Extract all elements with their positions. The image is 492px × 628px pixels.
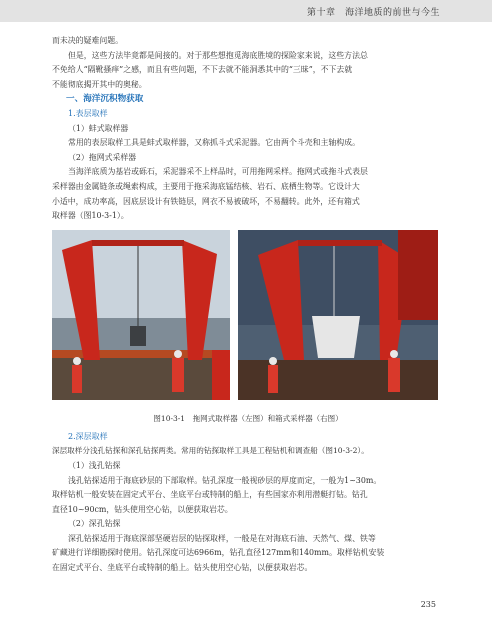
item-heading: （1）蚌式取样器 bbox=[68, 123, 129, 133]
paragraph-line: 常用的表层取样工具是蚌式取样器，又称抓斗式采泥器。它由两个斗壳和主轴构成。 bbox=[68, 138, 360, 148]
paragraph-line: 矿藏进行详细勘探时使用。钻孔深度可达6966m，钻孔直径127mm和140mm。取样钻机安装 bbox=[52, 548, 385, 558]
paragraph-line: 直径10~90cm，钻头使用空心钻，以便获取岩芯。 bbox=[52, 504, 233, 514]
photo-dredge-sampler bbox=[52, 230, 230, 400]
item-heading: （2）深孔钻探 bbox=[68, 519, 121, 529]
paragraph-line: 但是，这些方法毕竟都是间接的。对于那些想抱觅海底胜境的探险家来说，这些方法总 bbox=[68, 50, 368, 60]
running-header bbox=[0, 0, 492, 22]
paragraph-line: 取样钻机一般安装在固定式平台、坐底平台或特制的船上，有些国家亦利用潜艇打钻。钻孔 bbox=[52, 490, 368, 500]
paragraph-line: 不能彻底揭开其中的奥秘。 bbox=[52, 79, 147, 89]
page-number: 235 bbox=[420, 600, 436, 609]
figure-caption: 图10-3-1 拖网式取样器（左图）和箱式采样器（右图） bbox=[153, 413, 343, 423]
paragraph-line: 取样器（图10-3-1）。 bbox=[52, 211, 129, 221]
figure-photos bbox=[52, 230, 444, 406]
photo-box-corer bbox=[238, 230, 438, 400]
paragraph-line: 小适中，成功率高，因底层设计有铁链层，网衣不易被破坏，不易翻转。此外，还有箱式 bbox=[52, 196, 360, 206]
item-heading: （1）浅孔钻探 bbox=[68, 460, 121, 470]
paragraph-line: 采样器由金属链条或绳索构成，主要用于拖采海底锰结核、岩石、底栖生物等。它设计大 bbox=[52, 181, 360, 191]
paragraph-line: 深孔钻探适用于海底深部坚硬岩层的钻探取样，一般是在对海底石油、天然气、煤、铁等 bbox=[68, 533, 376, 543]
paragraph-continued: 而未决的疑难问题。 bbox=[52, 36, 124, 45]
paragraph-line: 当海洋底质为基岩或砾石，采泥器采不上样品时，可用拖网采样。拖网式或拖斗式表层 bbox=[68, 167, 368, 177]
paragraph-line: 深层取样分浅孔钻探和深孔钻探两类。常用的钻探取样工具是工程钻机和调查船（图10-3-2）。 bbox=[52, 446, 369, 456]
paragraph-line: 浅孔钻探适用于海底砂层的下部取样。钻孔深度一般视砂层的厚度而定，一般为1~30m。 bbox=[68, 475, 382, 485]
section-heading: 一、海洋沉积物获取 bbox=[66, 94, 144, 105]
page-body bbox=[52, 34, 444, 576]
item-heading: （2）拖网式采样器 bbox=[68, 152, 137, 162]
subsection-heading: 1.表层取样 bbox=[68, 108, 108, 118]
chapter-title: 第十章 海洋地质的前世与今生 bbox=[306, 8, 440, 18]
subsection-heading: 2.深层取样 bbox=[68, 431, 108, 441]
paragraph-line: 不免给人“隔靴搔痒”之感，而且有些问题，不下去就不能洞悉其中的“三昧”，不下去就 bbox=[52, 65, 353, 75]
paragraph-line: 在固定式平台、坐底平台或特制的船上。钻头使用空心钻，以便获取岩芯。 bbox=[52, 563, 313, 573]
